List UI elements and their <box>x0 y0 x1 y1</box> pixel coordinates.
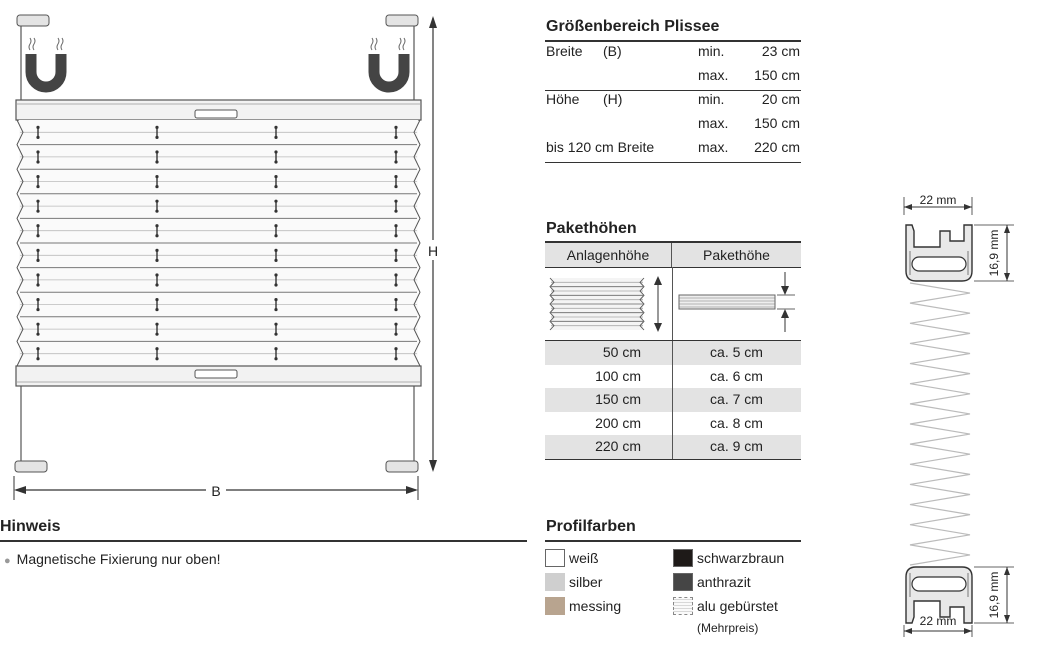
size-row-value: 150 cm <box>754 67 800 83</box>
color-name: anthrazit <box>697 574 751 590</box>
packet-row-packet: ca. 8 cm <box>710 414 763 431</box>
pleated-fabric <box>17 120 420 366</box>
profile-colors-title: Profilfarben <box>546 518 636 535</box>
pleat-package-icon <box>545 268 672 340</box>
color-name: alu gebürstet <box>697 598 778 614</box>
color-swatch <box>545 597 565 615</box>
size-row-kind: max. <box>698 115 729 131</box>
profile-width-bottom-label: 22 mm <box>919 614 957 628</box>
color-name: silber <box>569 574 603 590</box>
packet-row-packet: ca. 7 cm <box>710 391 763 408</box>
packet-row-packet: ca. 6 cm <box>710 367 763 384</box>
magnet-right-icon <box>371 15 418 100</box>
color-swatch <box>673 573 693 591</box>
profile-height-bottom-label: 16,9 mm <box>987 571 1001 619</box>
profile-height-top-label: 16,9 mm <box>987 229 1001 277</box>
color-swatch <box>545 549 565 567</box>
dimension-h-label: H <box>427 243 439 259</box>
bottom-handle <box>195 370 237 378</box>
size-row-value: 20 cm <box>761 91 800 107</box>
top-handle <box>195 110 237 118</box>
packet-col2-header: Pakethöhe <box>672 243 801 267</box>
packet-row-packet: ca. 5 cm <box>710 344 763 360</box>
size-row-symbol: (H) <box>603 91 623 107</box>
color-name: weiß <box>569 550 599 566</box>
color-name: schwarzbraun <box>697 550 785 566</box>
profile-cross-section <box>880 185 1030 640</box>
color-swatch <box>545 573 565 591</box>
profile-width-top-label: 22 mm <box>919 193 957 207</box>
packet-row-height: 100 cm <box>595 367 641 384</box>
plisse-diagram <box>0 0 450 510</box>
note-text: Magnetische Fixierung nur oben! <box>16 551 221 567</box>
packet-height-icon <box>673 268 801 340</box>
packet-row-height: 220 cm <box>595 438 641 455</box>
bracket-bottom-left <box>15 461 47 472</box>
size-row-value: 150 cm <box>754 115 800 131</box>
size-range-title: Größenbereich Plissee <box>546 18 720 35</box>
size-row-label: Höhe <box>546 91 580 107</box>
color-swatch <box>673 597 693 615</box>
top-profile-icon <box>906 225 972 281</box>
surcharge-note: (Mehrpreis) <box>697 621 759 635</box>
note-title: Hinweis <box>0 518 61 535</box>
dimension-b-label: B <box>211 483 221 499</box>
size-row-kind: max. <box>698 67 729 83</box>
fabric-zigzag <box>910 283 970 565</box>
packet-row-height: 200 cm <box>595 414 641 431</box>
packet-title: Pakethöhen <box>546 220 637 237</box>
color-name: messing <box>569 598 622 614</box>
size-row-label: Breite <box>546 43 583 59</box>
size-row-kind: min. <box>698 91 725 107</box>
packet-row-height: 150 cm <box>595 391 641 408</box>
size-row-value: 23 cm <box>761 43 800 59</box>
size-row-label: bis 120 cm Breite <box>546 139 655 155</box>
color-swatch <box>673 549 693 567</box>
size-row-value: 220 cm <box>754 139 800 155</box>
packet-row-packet: ca. 9 cm <box>710 438 763 455</box>
packet-col1-header: Anlagenhöhe <box>545 243 672 267</box>
packet-row-height: 50 cm <box>602 344 641 360</box>
bracket-bottom-right <box>386 461 418 472</box>
magnet-left-icon <box>17 15 63 100</box>
note-item <box>4 551 221 567</box>
size-row-symbol: (B) <box>603 43 622 59</box>
size-row-kind: max. <box>698 139 729 155</box>
size-row-kind: min. <box>698 43 725 59</box>
bullet-icon: ● <box>4 555 11 567</box>
